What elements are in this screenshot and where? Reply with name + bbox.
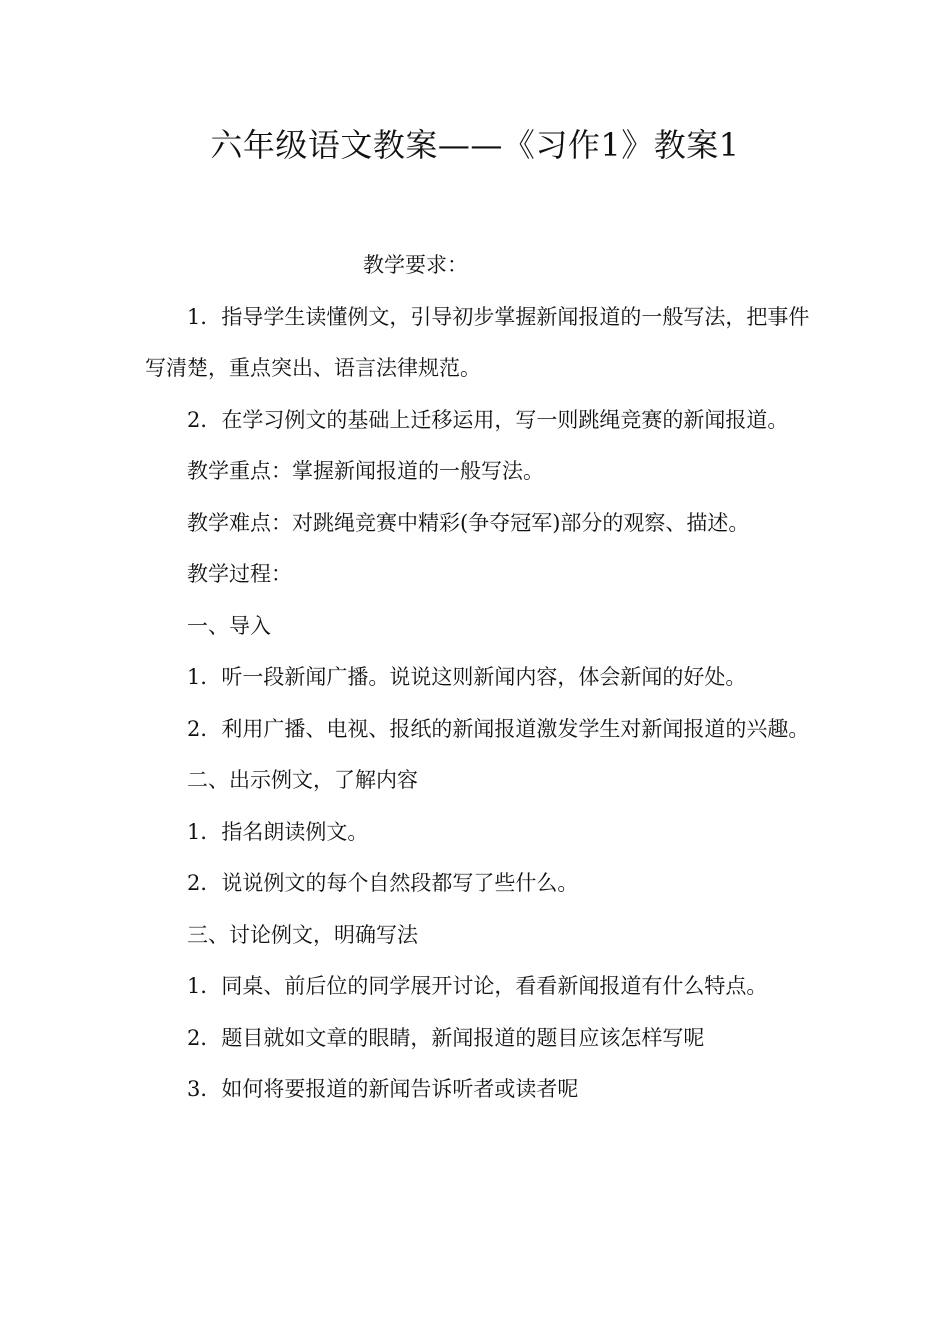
paragraph: 一、导入: [187, 613, 271, 638]
paragraph: 1．指导学生读懂例文，引导初步掌握新闻报道的一般写法，把事件写清楚，重点突出、语言法律规范。: [145, 304, 810, 380]
paragraph: 二、出示例文，了解内容: [187, 768, 418, 792]
paragraph: 2．题目就如文章的眼睛，新闻报道的题目应该怎样写呢: [187, 1025, 705, 1050]
document-title: 六年级语文教案——《习作1》教案1: [210, 126, 740, 164]
paragraph: 2．利用广播、电视、报纸的新闻报道激发学生对新闻报道的兴趣。: [187, 716, 810, 741]
document-body: [145, 240, 810, 1116]
paragraph: 3．如何将要报道的新闻告诉听者或读者呢: [187, 1077, 579, 1101]
paragraph: 教学过程：: [187, 562, 292, 586]
paragraph: 1．指名朗读例文。: [187, 819, 369, 844]
paragraph: 教学重点：掌握新闻报道的一般写法。: [187, 459, 544, 483]
paragraph: 教学难点：对跳绳竞赛中精彩(争夺冠军)部分的观察、描述。: [187, 510, 750, 535]
paragraph: 2．说说例文的每个自然段都写了些什么。: [187, 871, 579, 895]
paragraph: 三、讨论例文，明确写法: [187, 922, 418, 947]
paragraph: 1．听一段新闻广播。说说这则新闻内容，体会新闻的好处。: [187, 665, 747, 689]
paragraph: 2．在学习例文的基础上迁移运用，写一则跳绳竞赛的新闻报道。: [187, 407, 789, 432]
paragraph: 1．同桌、前后位的同学展开讨论，看看新闻报道有什么特点。: [187, 974, 768, 998]
section-heading-requirements: 教学要求：: [363, 253, 468, 277]
